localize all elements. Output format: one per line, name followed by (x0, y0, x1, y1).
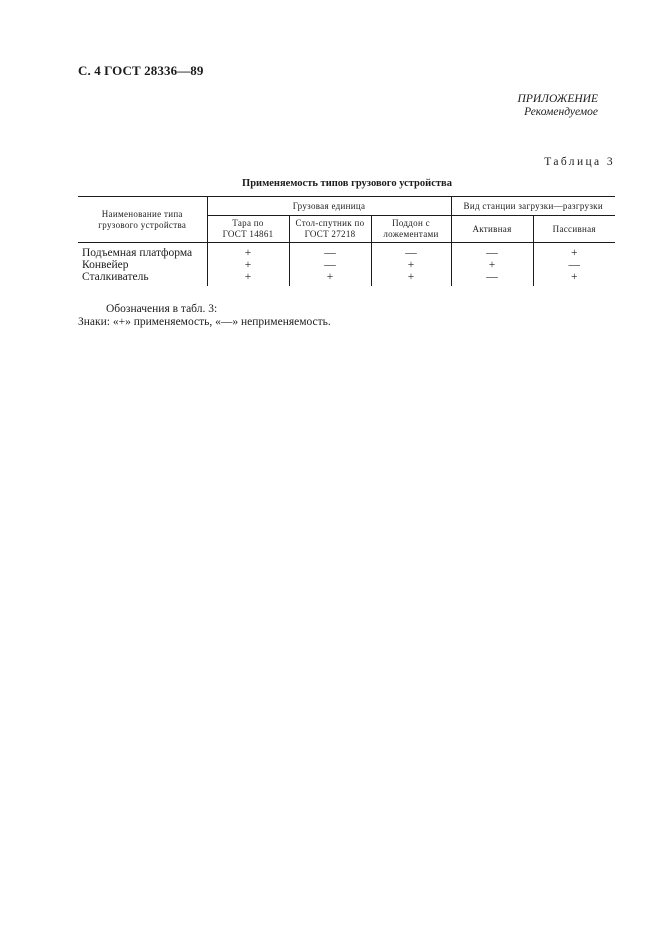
page-header: С. 4 ГОСТ 28336—89 (78, 63, 204, 78)
cell-mark: — (451, 243, 533, 260)
notes-heading: Обозначения в табл. 3: (106, 303, 218, 315)
cell-mark: + (371, 259, 451, 271)
row-name: Конвейер (82, 259, 129, 271)
cell-mark: + (207, 243, 289, 260)
header-active: Активная (451, 216, 533, 243)
cell-mark: + (207, 271, 289, 286)
header-passive: Пассивная (533, 216, 615, 243)
header-pallet-lodgement: Поддон с ложементами (371, 216, 451, 243)
cell-mark: + (533, 243, 615, 260)
cell-mark: — (289, 259, 371, 271)
header-station-type: Вид станции загрузки—разгрузки (451, 197, 615, 216)
cell-mark: — (371, 243, 451, 260)
header-tare: Тара по ГОСТ 14861 (207, 216, 289, 243)
cell-mark: + (451, 259, 533, 271)
appendix-note: Рекомендуемое (524, 106, 598, 118)
applicability-table (78, 196, 615, 286)
cell-mark: + (371, 271, 451, 286)
cell-mark: — (289, 243, 371, 260)
table-row (78, 271, 615, 286)
table-label: Таблица 3 (544, 156, 615, 168)
cell-mark: + (207, 259, 289, 271)
table-row (78, 259, 615, 271)
table-row (78, 243, 615, 260)
header-cargo-unit: Грузовая единица (207, 197, 451, 216)
cell-mark: + (533, 271, 615, 286)
cell-mark: — (533, 259, 615, 271)
appendix-block (480, 93, 598, 119)
notes-legend: Знаки: «+» применяемость, «—» неприменяемость. (78, 316, 331, 328)
table-title: Применяемость типов грузового устройства (242, 178, 452, 189)
header-device-type: Наименование типа грузового устройства (78, 197, 207, 243)
row-name: Сталкиватель (82, 271, 149, 283)
cell-mark: — (451, 271, 533, 286)
row-name: Подъемная платформа (82, 247, 193, 259)
cell-mark: + (289, 271, 371, 286)
appendix-title: ПРИЛОЖЕНИЕ (517, 93, 598, 105)
header-pallet-table: Стол-спутник по ГОСТ 27218 (289, 216, 371, 243)
